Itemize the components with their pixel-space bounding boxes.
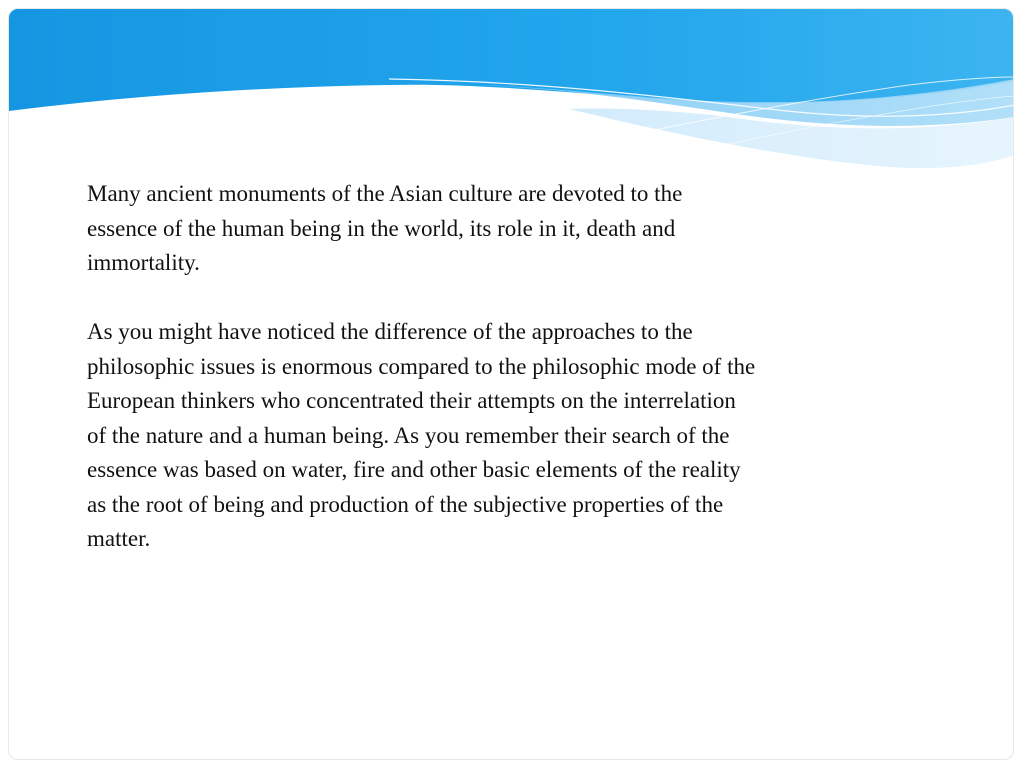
slide	[8, 8, 1014, 760]
wave-dark-band	[9, 9, 1014, 111]
header-wave-banner	[9, 9, 1014, 199]
slide-body-text	[87, 177, 947, 557]
paragraph-2: As you might have noticed the difference of the approaches to the philosophic issues is enormous compared to the philosophic mode of the European thinkers who concentrated their attempts on the interrelation of the nature and a human being. As you remember their search of the essence was based on water, fire and other basic elements of the reality as the root of being and production of the subjective properties of the matter.	[87, 319, 756, 551]
paragraph-1: Many ancient monuments of the Asian culture are devoted to the essence of the human being in the world, its role in it, death and immortality.	[87, 181, 683, 275]
